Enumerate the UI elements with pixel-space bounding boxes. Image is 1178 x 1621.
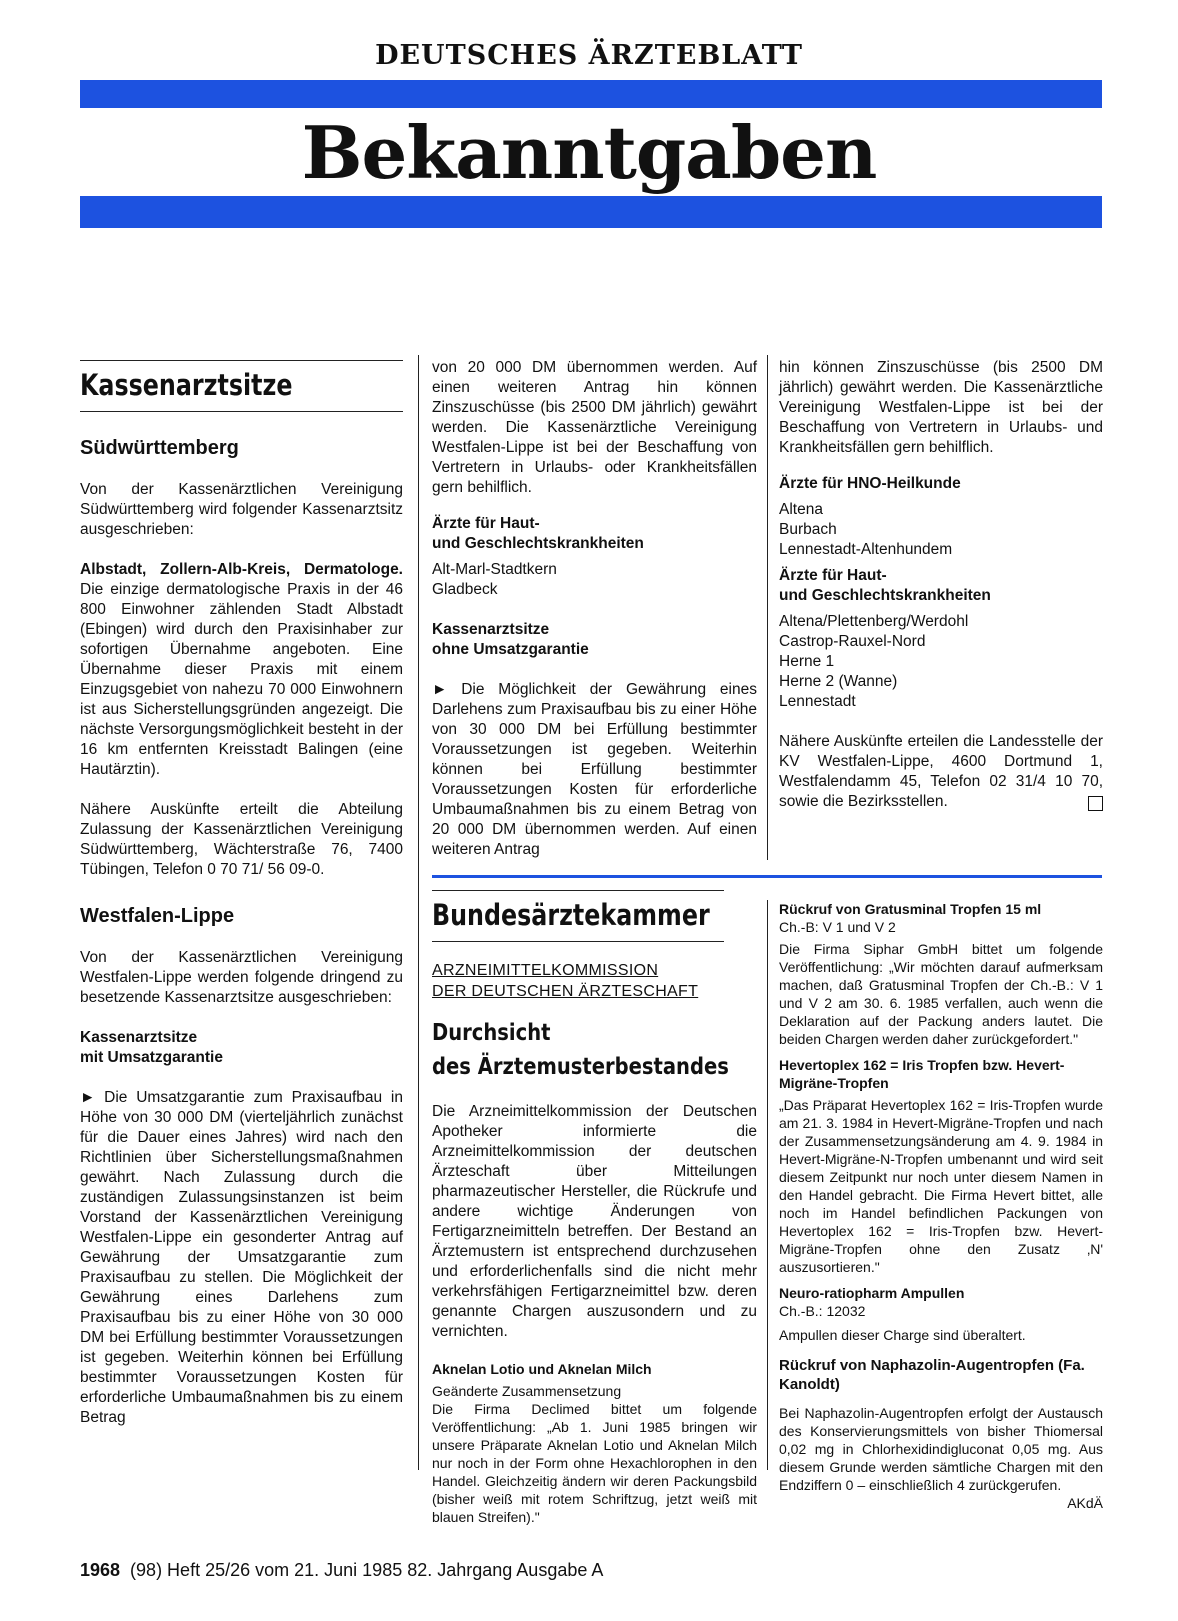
end-mark-icon — [1088, 796, 1103, 811]
section-title-baek: Bundesärztekammer — [432, 898, 710, 932]
neuro-charge: Ch.-B.: 12032 — [779, 1303, 866, 1319]
heading-line-1: ARZNEIMITTELKOMMISSION — [432, 962, 659, 979]
sw-contact: Nähere Auskünfte erteilt die Abteilung Zulassung der Kassenärztlichen Vereinigung Südwürttemberg, Wächterstraße 76, 7400 Tübingen, Telefon 0 70 71/ 56 09-0. — [80, 801, 403, 878]
heading-ohne-umsatzgarantie — [432, 620, 757, 660]
list-item: Lennestadt-Altenhundem — [779, 541, 953, 558]
column-3 — [779, 358, 1103, 812]
page-number: 1968 — [80, 1560, 121, 1580]
gratusminal-heading: Rückruf von Gratusminal Tropfen 15 ml — [779, 901, 1042, 917]
column-divider-2 — [767, 355, 768, 860]
masthead: DEUTSCHES ÄRZTEBLATT — [375, 40, 803, 71]
heading-westfalen-lippe: Westfalen-Lippe — [80, 905, 235, 927]
issue-info: (98) Heft 25/26 vom 21. Juni 1985 82. Jahrgang Ausgabe A — [130, 1560, 604, 1580]
section-rule-bottom — [432, 941, 724, 942]
column-divider-1 — [418, 355, 419, 1470]
bottom-blue-bar — [80, 196, 1102, 228]
albstadt-text: Die einzige dermatologische Praxis in der 46 800 Einwohner zählenden Stadt Albstadt (Ebingen) wird durch den Praxisinhaber zur sofortigen Übernahme angeboten. Eine Übernahme dieser Praxis mit einem Einzugsgebiet von nahezu 70 000 Einwohnern ist aus Sicherstellungsgründen angezeigt. Die nächste Versorgungsmöglichkeit besteht in der 16 km entfernten Kreisstadt Balingen (eine Hautärztin). — [80, 581, 403, 778]
list-item: Burbach — [779, 521, 837, 538]
list-item: Herne 1 — [779, 653, 835, 670]
haut-places-list-2 — [779, 612, 1103, 712]
section-rule-bottom — [80, 411, 403, 412]
section-rule-top — [80, 360, 403, 361]
heading-line-1: Kassenarztsitze — [80, 1029, 198, 1046]
aknelan-heading: Aknelan Lotio und Aknelan Milch — [432, 1361, 652, 1377]
signature: AKdÄ — [1067, 1495, 1103, 1511]
heading-line-1: Kassenarztsitze — [432, 621, 550, 638]
heading-suedwuerttemberg: Südwürttemberg — [80, 437, 239, 459]
naphazolin-heading: Rückruf von Naphazolin-Augentropfen (Fa. Kanoldt) — [779, 1357, 1085, 1393]
heading-line-2: und Geschlechtskrankheiten — [779, 587, 991, 604]
heading-haut — [432, 514, 757, 554]
gratusminal-text: Die Firma Siphar GmbH bittet um folgende Veröffentlichung: „Wir möchten darauf aufmerksam machen, daß Gratusminal Tropfen der Ch.-B.: V 1 und V 2 am 30. 6. 1985 verfallen, auch wenn die Deklaration auf der Packung anders lautet. Die beiden Chargen werden daher zurückgefordert." — [779, 941, 1103, 1047]
heading-line-2: des Ärztemusterbestandes — [432, 1054, 729, 1080]
section-rule-top — [432, 890, 724, 891]
column-2 — [432, 358, 757, 860]
top-blue-bar — [80, 80, 1102, 108]
albstadt-lead: Albstadt, Zollern-Alb-Kreis, Dermatologe. — [80, 561, 403, 578]
heading-hno: Ärzte für HNO-Heilkunde — [779, 475, 961, 492]
hno-places-list — [779, 500, 1103, 560]
hevertoplex-heading: Hevertoplex 162 = Iris Tropfen bzw. Hevert-Migräne-Tropfen — [779, 1057, 1065, 1091]
heading-line-1: Ärzte für Haut- — [432, 515, 540, 532]
list-item: Herne 2 (Wanne) — [779, 673, 898, 690]
recall-column — [779, 900, 1103, 1512]
sw-intro: Von der Kassenärztlichen Vereinigung Südwürttemberg wird folgender Kassenarztsitz ausgeschrieben: — [80, 481, 403, 538]
heading-line-2: und Geschlechtskrankheiten — [432, 535, 644, 552]
col2-continuation: von 20 000 DM übernommen werden. Auf einen weiteren Antrag hin können Zinszuschüsse (bis 2500 DM jährlich) gewährt werden. Die Kassenärztliche Vereinigung Westfalen-Lippe ist bei der Beschaffung von Vertretern in Urlaubs- oder Krankheitsfällen gern behilflich. — [432, 359, 757, 496]
column-1 — [80, 360, 403, 1428]
aknelan-text: Die Firma Declimed bittet um folgende Veröffentlichung: „Ab 1. Juni 1985 bringen wir unsere Präparate Aknelan Lotio und Aknelan Milch nur noch in der Form ohne Hexachlorophen in den Handel. Gleichzeitig ändern wir deren Packungsbild (bisher weiß mit rotem Schriftzug, jetzt weiß mit blauen Streifen)." — [432, 1401, 757, 1525]
list-item: Lennestadt — [779, 693, 856, 710]
haut-places-list — [432, 560, 757, 600]
hevertoplex-text: „Das Präparat Hevertoplex 162 = Iris-Tropfen wurde am 21. 3. 1984 in Hevert-Migräne-Tropfen und nach der Zusammensetzungsänderung am 4. 9. 1984 in Hevert-Migräne-N-Tropfen umbenannt und wird seit diesem Zeitpunkt nur noch unter diesem Namen in den Handel gebracht. Die Firma Hevert bittet, alle noch im Handel befindlichen Packungen von Hevertoplex 162 = Iris-Tropfen bzw. Hevert-Migräne-Tropfen ohne den Zusatz ‚N' auszusortieren." — [779, 1097, 1103, 1275]
heading-mit-umsatzgarantie — [80, 1028, 403, 1068]
commission-heading — [432, 960, 757, 1002]
albstadt-listing — [80, 560, 403, 780]
page-footer — [80, 1560, 603, 1581]
contact-text: Nähere Auskünfte erteilen die Landesstelle der KV Westfalen-Lippe, 4600 Dortmund 1, Westfalendamm 45, Telefon 02 31/4 10 70, sowie die Bezirksstellen. — [779, 733, 1103, 810]
mit-text: ► Die Umsatzgarantie zum Praxisaufbau in Höhe von 30 000 DM (vierteljährlich zunächst für die Dauer eines Jahres) wird nach den Richtlinien über Sicherstellungsmaßnahmen gewährt. Nach Zulassung durch die zuständigen Zulassungsinstanzen ist beim Vorstand der Kassenärztlichen Vereinigung Westfalen-Lippe ein gesonderter Antrag auf Gewährung der Umsatzgarantie zum Praxisaufbau zu stellen. Die Möglichkeit der Gewährung eines Darlehens zum Praxisaufbau bis zu einer Höhe von 30 000 DM bei Erfüllung bestimmter Voraussetzungen ist gegeben. Weiterhin können bei Erfüllung bestimmter Voraussetzungen Kosten für erforderliche Umbaumaßnahmen bis zu einem Betrag — [80, 1089, 403, 1426]
ohne-text: ► Die Möglichkeit der Gewährung eines Darlehens zum Praxisaufbau bis zu einer Höhe von 30 000 DM bei Erfüllung bestimmter Voraussetzungen ist gegeben. Weiterhin können bei Erfüllung bestimmter Voraussetzungen Kosten für erforderliche Umbaumaßnahmen bis zu einem Betrag von 20 000 DM übernommen werden. Auf einen weiteren Antrag — [432, 681, 757, 858]
aknelan-sub: Geänderte Zusammensetzung — [432, 1383, 622, 1399]
naphazolin-text: Bei Naphazolin-Augentropfen erfolgt der Austausch des Konservierungsmittels von bisher Thiomersal 0,02 mg in Chlorhexidindigluconat 0,05 mg. Aus diesem Grunde werden sämtliche Chargen mit den Endziffern 0 – einschließlich 4 zurückgerufen. — [779, 1405, 1103, 1493]
neuro-text: Ampullen dieser Charge sind überaltert. — [779, 1327, 1026, 1343]
heading-line-2: mit Umsatzgarantie — [80, 1049, 223, 1066]
col3-continuation: hin können Zinszuschüsse (bis 2500 DM jährlich) gewährt werden. Die Kassenärztliche Vereinigung Westfalen-Lippe ist bei der Beschaffung von Vertretern in Urlaubs- und Krankheitsfällen gern behilflich. — [779, 359, 1103, 456]
durchsicht-heading — [432, 1016, 729, 1084]
baek-column — [432, 890, 757, 1526]
section-divider-blue — [432, 875, 1102, 878]
section-title-kassenarztsitze: Kassenarztsitze — [80, 368, 293, 402]
list-item: Altena/Plettenberg/Werdohl — [779, 613, 969, 630]
list-item: Alt-Marl-Stadtkern — [432, 561, 557, 578]
heading-line-1: Ärzte für Haut- — [779, 567, 887, 584]
page-title: Bekanntgaben — [301, 110, 877, 195]
neuro-heading: Neuro-ratiopharm Ampullen — [779, 1285, 965, 1301]
list-item: Altena — [779, 501, 823, 518]
baek-intro: Die Arzneimittelkommission der Deutschen Apotheker informierte die Arzneimittelkommission der deutschen Ärzteschaft über Mitteilungen pharmazeutischer Hersteller, die Rückrufe und andere wichtige Änderungen von Fertigarzneimitteln betreffen. Der Bestand an Ärztemustern ist entsprechend durchzusehen und erforderlichenfalls sind die nicht mehr verkehrsfähigen Fertigarzneimittel bzw. deren genannte Chargen auszusondern und zu vernichten. — [432, 1103, 757, 1340]
heading-line-1: Durchsicht — [432, 1020, 551, 1046]
list-item: Castrop-Rauxel-Nord — [779, 633, 926, 650]
list-item: Gladbeck — [432, 581, 498, 598]
gratusminal-charge: Ch.-B: V 1 und V 2 — [779, 919, 896, 935]
heading-haut-2 — [779, 566, 1103, 606]
heading-line-2: ohne Umsatzgarantie — [432, 641, 589, 658]
wl-intro: Von der Kassenärztlichen Vereinigung Westfalen-Lippe werden folgende dringend zu besetzende Kassenarztsitze ausgeschrieben: — [80, 949, 403, 1006]
heading-line-2: DER DEUTSCHEN ÄRZTESCHAFT — [432, 983, 699, 1000]
column-divider-3 — [767, 900, 768, 1470]
col3-contact — [779, 732, 1103, 812]
